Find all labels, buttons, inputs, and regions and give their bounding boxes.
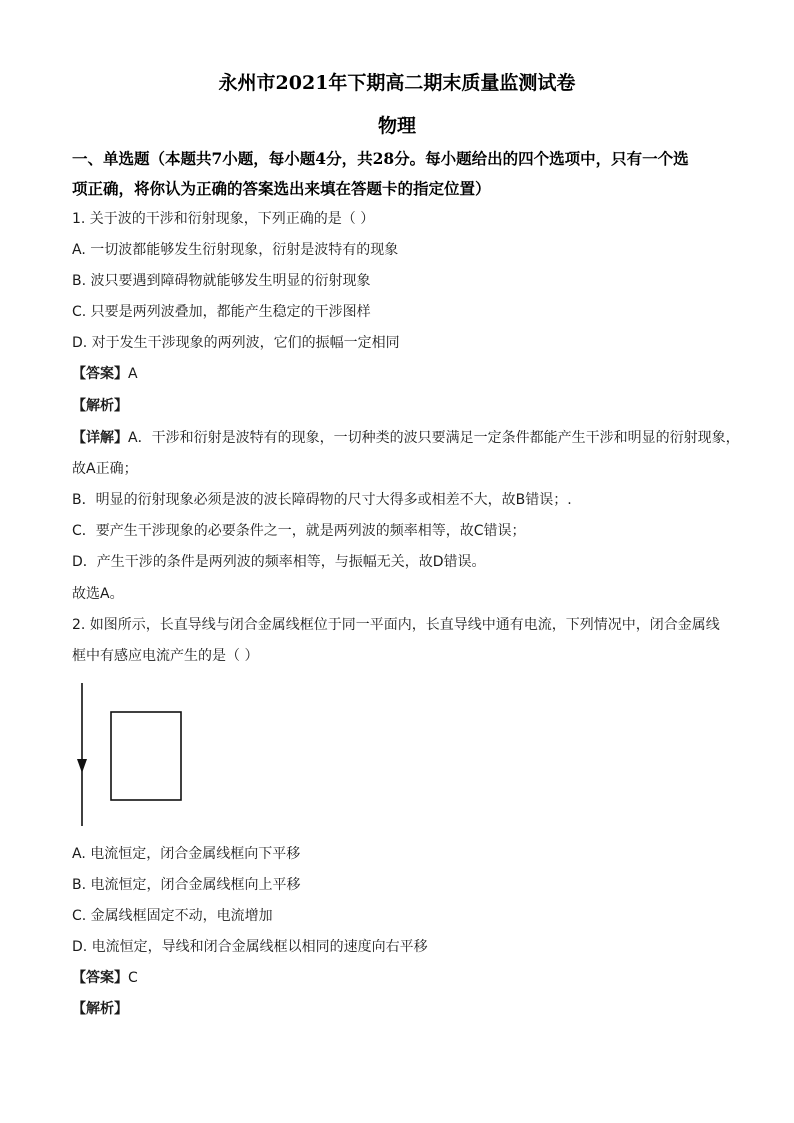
section-heading-line1: 一、单选题（本题共7小题，每小题4分，共28分。每小题给出的四个选项中，只有一个选	[72, 149, 689, 168]
q2-analysis-tag	[72, 999, 732, 1019]
detail-tag: 【详解】	[72, 430, 128, 446]
q1-option-a: A. 一切波都能够发生衍射现象，衍射是波特有的现象	[72, 242, 399, 258]
q2-answer	[72, 968, 732, 988]
answer-value: A	[128, 366, 138, 382]
section-heading-line2: 项正确，将你认为正确的答案选出来填在答题卡的指定位置）	[72, 179, 491, 198]
q1-conclusion: 故选A。	[72, 586, 124, 602]
q1-analysis-tag	[72, 396, 732, 416]
answer-value: C	[128, 970, 138, 986]
q1-detail-line2: 故A正确；	[72, 461, 138, 477]
analysis-tag: 【解析】	[72, 398, 128, 414]
q1-detail-c: C．要产生干涉现象的必要条件之一，就是两列波的频率相等，故C错误；	[72, 523, 526, 539]
q2-option-c: C. 金属线框固定不动，电流增加	[72, 908, 273, 924]
q2-stem-line2: 框中有感应电流产生的是（ ）	[72, 648, 259, 664]
q1-detail-d: D．产生干涉的条件是两列波的频率相等，与振幅无关，故D错误。	[72, 554, 486, 570]
metal-loop	[111, 712, 181, 800]
exam-title: 永州市2021年下期高二期末质量监测试卷	[218, 72, 576, 94]
q1-detail-b: B．明显的衍射现象必须是波的波长障碍物的尺寸大得多或相差不大，故B错误；.	[72, 492, 572, 508]
analysis-tag: 【解析】	[72, 1001, 128, 1017]
q1-option-b: B. 波只要遇到障碍物就能够发生明显的衍射现象	[72, 273, 371, 289]
q2-option-b: B. 电流恒定，闭合金属线框向上平移	[72, 877, 301, 893]
q1-detail-line1	[72, 428, 740, 448]
detail-text: A．干涉和衍射是波特有的现象，一切种类的波只要满足一定条件都能产生干涉和明显的衍射现象，	[128, 430, 740, 446]
q2-stem-line1: 2. 如图所示，长直导线与闭合金属线框位于同一平面内，长直导线中通有电流，下列情况中，闭合金属线	[72, 617, 720, 633]
q1-option-d: D. 对于发生干涉现象的两列波，它们的振幅一定相同	[72, 335, 400, 351]
answer-tag: 【答案】	[72, 970, 128, 986]
q2-option-a: A. 电流恒定，闭合金属线框向下平移	[72, 846, 301, 862]
answer-tag: 【答案】	[72, 366, 128, 382]
q2-option-d: D. 电流恒定，导线和闭合金属线框以相同的速度向右平移	[72, 939, 428, 955]
q1-answer	[72, 364, 732, 384]
q1-option-c: C. 只要是两列波叠加，都能产生稳定的干涉图样	[72, 304, 371, 320]
subject-title: 物理	[377, 115, 416, 137]
q1-stem: 1. 关于波的干涉和衍射现象，下列正确的是（ ）	[72, 211, 375, 227]
wire-loop-figure	[70, 680, 200, 830]
current-arrow-icon	[77, 759, 87, 773]
